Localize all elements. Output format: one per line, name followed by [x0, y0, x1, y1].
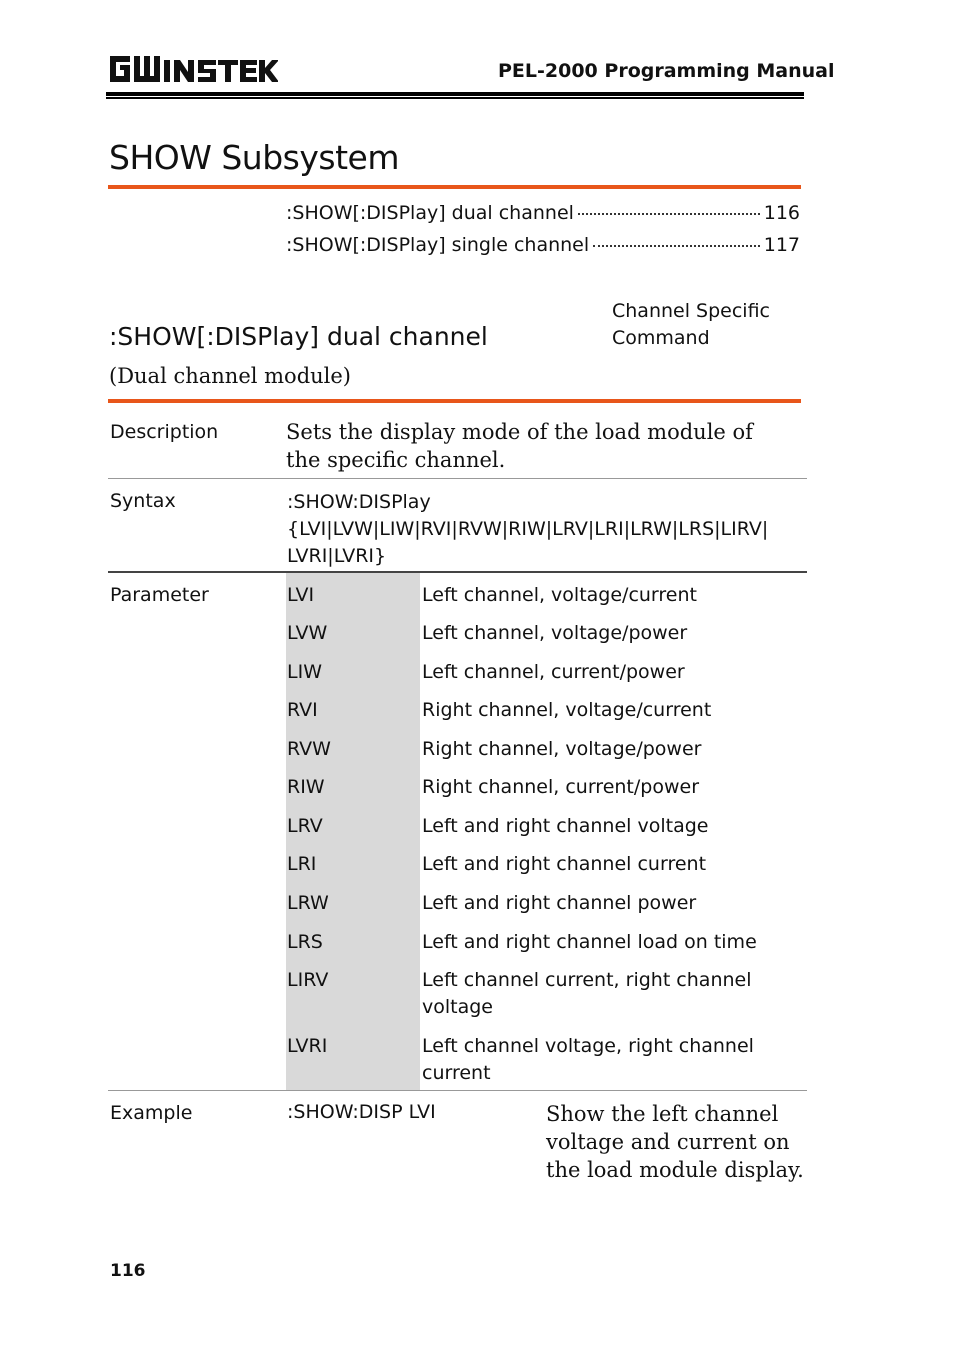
- param-code: LVW: [287, 622, 328, 644]
- command-subtitle: (Dual channel module): [109, 364, 352, 388]
- param-code: LVRI: [287, 1035, 328, 1057]
- section-title: SHOW Subsystem: [109, 138, 399, 177]
- toc-leader: [578, 213, 760, 215]
- toc-entry-dual[interactable]: [286, 202, 800, 224]
- syntax-line: {LVI|LVW|LIW|RVI|RVW|RIW|LRV|LRI|LRW|LRS|LIRV|: [287, 518, 769, 540]
- toc-entry-single[interactable]: [286, 234, 800, 256]
- description-label: Description: [110, 421, 219, 443]
- param-desc: Left channel voltage, right channel current: [422, 1035, 754, 1084]
- syntax-line: :SHOW:DISPlay: [287, 491, 431, 513]
- syntax-line: LVRI|LVRI}: [287, 545, 387, 567]
- syntax-block: [287, 489, 807, 570]
- parameter-label: Parameter: [110, 584, 209, 606]
- param-code: LIRV: [287, 969, 329, 991]
- param-code: RVW: [287, 738, 331, 760]
- param-desc: Left and right channel voltage: [422, 815, 709, 837]
- manual-title: PEL-2000 Programming Manual: [498, 60, 835, 82]
- toc-label: :SHOW[:DISPlay] single channel: [286, 234, 590, 256]
- description-text: Sets the display mode of the load module of the specific channel.: [286, 420, 753, 472]
- example-command: :SHOW:DISP LVI: [287, 1101, 436, 1123]
- command-scope: Channel Specific Command: [612, 300, 770, 349]
- toc-page: 116: [763, 202, 800, 224]
- header-rule: [106, 92, 804, 96]
- command-title: :SHOW[:DISPlay] dual channel: [109, 322, 488, 351]
- command-divider: [108, 399, 801, 403]
- example-label: Example: [110, 1102, 193, 1124]
- param-code: LIW: [287, 661, 322, 683]
- page-number: 116: [110, 1261, 146, 1281]
- toc-page: 117: [763, 234, 800, 256]
- param-desc: Left and right channel power: [422, 892, 697, 914]
- param-desc: Left and right channel current: [422, 853, 707, 875]
- param-code: LRV: [287, 815, 323, 837]
- syntax-label: Syntax: [110, 490, 176, 512]
- param-code: LRS: [287, 931, 323, 953]
- param-code: LRW: [287, 892, 329, 914]
- gw-instek-logo: [108, 54, 278, 84]
- param-desc: Right channel, voltage/current: [422, 699, 712, 721]
- param-code: LRI: [287, 853, 317, 875]
- header-rule-thin: [106, 97, 804, 99]
- row-separator: [108, 571, 807, 573]
- param-code: RIW: [287, 776, 325, 798]
- param-code: RVI: [287, 699, 318, 721]
- param-desc: Right channel, voltage/power: [422, 738, 702, 760]
- row-separator: [108, 478, 807, 479]
- param-desc: Left channel, voltage/power: [422, 622, 688, 644]
- example-description: Show the left channel voltage and current on the load module display.: [546, 1102, 804, 1182]
- toc-label: :SHOW[:DISPlay] dual channel: [286, 202, 574, 224]
- toc-leader: [593, 245, 760, 247]
- param-desc: Right channel, current/power: [422, 776, 700, 798]
- param-desc: Left channel current, right channel voltage: [422, 969, 752, 1018]
- row-separator: [108, 1090, 807, 1091]
- param-code: LVI: [287, 584, 315, 606]
- param-desc: Left channel, current/power: [422, 661, 685, 683]
- param-desc: Left and right channel load on time: [422, 931, 757, 953]
- param-desc: Left channel, voltage/current: [422, 584, 697, 606]
- section-divider: [108, 185, 801, 189]
